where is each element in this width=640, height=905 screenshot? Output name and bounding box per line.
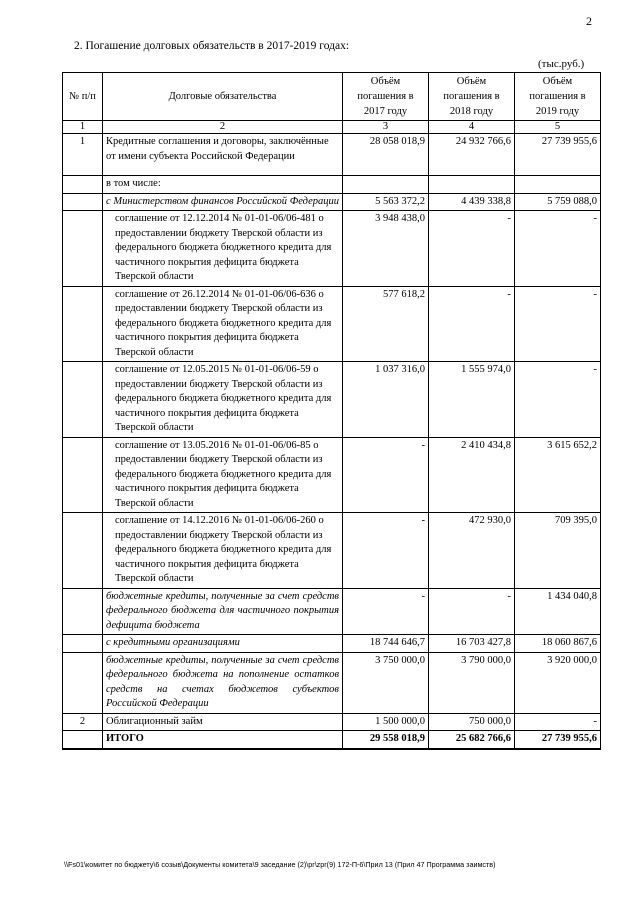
value-2018: 25 682 766,6: [429, 731, 515, 749]
value-2018: -: [429, 286, 515, 362]
value-2019: -: [515, 211, 601, 287]
col-number: 3: [343, 121, 429, 134]
row-name: Облигационный займ: [103, 713, 343, 731]
debt-repayment-table: [62, 72, 601, 750]
col-number: 5: [515, 121, 601, 134]
header-2019: Объём погашения в 2019 году: [515, 73, 601, 121]
row-no: [63, 588, 103, 635]
value-2018: -: [429, 211, 515, 287]
row-no: [63, 635, 103, 653]
table-row: [63, 362, 601, 438]
table-row: [63, 588, 601, 635]
table-row: [63, 193, 601, 211]
value-2017: 28 058 018,9: [343, 134, 429, 176]
header-name: Долговые обязательства: [103, 73, 343, 121]
header-no: № п/п: [63, 73, 103, 121]
value-2017: 18 744 646,7: [343, 635, 429, 653]
value-2018: 24 932 766,6: [429, 134, 515, 176]
table-row: [63, 635, 601, 653]
row-name: соглашение от 26.12.2014 № 01-01-06/06-636 о предоставлении бюджету Тверской области из федерального бюджета бюджетного кредита для частичного покрытия дефицита бюджета Тверской области: [103, 286, 343, 362]
units-label: (тыс.руб.): [538, 58, 585, 70]
row-name: с кредитными организациями: [103, 635, 343, 653]
value-2018: 16 703 427,8: [429, 635, 515, 653]
value-2019: 3 615 652,2: [515, 437, 601, 513]
value-2019: [515, 176, 601, 194]
table-row: [63, 176, 601, 194]
table-row: [63, 437, 601, 513]
row-name: бюджетные кредиты, полученные за счет средств федерального бюджета для частичного покрытия дефицита бюджета: [103, 588, 343, 635]
value-2018: 472 930,0: [429, 513, 515, 589]
value-2017: 577 618,2: [343, 286, 429, 362]
value-2017: -: [343, 513, 429, 589]
header-2018: Объём погашения в 2018 году: [429, 73, 515, 121]
value-2019: 709 395,0: [515, 513, 601, 589]
value-2018: 1 555 974,0: [429, 362, 515, 438]
value-2017: 3 750 000,0: [343, 652, 429, 713]
col-number: 4: [429, 121, 515, 134]
value-2019: -: [515, 713, 601, 731]
value-2019: -: [515, 362, 601, 438]
value-2019: 1 434 040,8: [515, 588, 601, 635]
col-number: 2: [103, 121, 343, 134]
header-2017: Объём погашения в 2017 году: [343, 73, 429, 121]
col-number: 1: [63, 121, 103, 134]
value-2019: 27 739 955,6: [515, 731, 601, 749]
row-name: в том числе:: [103, 176, 343, 194]
value-2017: 29 558 018,9: [343, 731, 429, 749]
value-2018: 750 000,0: [429, 713, 515, 731]
table-header-row: [63, 73, 601, 121]
column-number-row: [63, 121, 601, 134]
row-name: ИТОГО: [103, 731, 343, 749]
row-name: соглашение от 12.05.2015 № 01-01-06/06-59 о предоставлении бюджету Тверской области из федерального бюджета бюджетного кредита для частичного покрытия дефицита бюджета Тверской области: [103, 362, 343, 438]
page-number: 2: [586, 14, 592, 28]
value-2019: 27 739 955,6: [515, 134, 601, 176]
row-no: [63, 211, 103, 287]
row-no: [63, 731, 103, 749]
value-2019: 5 759 088,0: [515, 193, 601, 211]
table-row: [63, 211, 601, 287]
row-no: [63, 193, 103, 211]
row-name: с Министерством финансов Российской Федерации: [103, 193, 343, 211]
total-row: [63, 731, 601, 749]
value-2017: 5 563 372,2: [343, 193, 429, 211]
row-no: [63, 437, 103, 513]
value-2019: 18 060 867,6: [515, 635, 601, 653]
table-row: [63, 652, 601, 713]
row-no: [63, 176, 103, 194]
row-name: соглашение от 14.12.2016 № 01-01-06/06-260 о предоставлении бюджету Тверской области из федерального бюджета бюджетного кредита для частичного покрытия дефицита бюджета Тверской области: [103, 513, 343, 589]
table-row: [63, 286, 601, 362]
table-row: [63, 513, 601, 589]
section-title: 2. Погашение долговых обязательств в 2017-2019 годах:: [74, 40, 350, 52]
value-2017: -: [343, 588, 429, 635]
row-no: [63, 286, 103, 362]
row-no: [63, 513, 103, 589]
row-no: [63, 652, 103, 713]
table-row: [63, 713, 601, 731]
row-no: [63, 362, 103, 438]
footer-file-path: \\Fs01\комитет по бюджету\6 созыв\Документы комитета\9 заседание (2)\pr\zpr(9) 172-П-6\Прил 13 (Прил 47 Программа заимств): [64, 860, 496, 869]
row-no: 2: [63, 713, 103, 731]
row-name: Кредитные соглашения и договоры, заключённые от имени субъекта Российской Федерации: [103, 134, 343, 176]
value-2017: -: [343, 437, 429, 513]
value-2018: -: [429, 588, 515, 635]
value-2017: [343, 176, 429, 194]
value-2019: -: [515, 286, 601, 362]
row-name: бюджетные кредиты, полученные за счет средств федерального бюджета на пополнение остатков средств на счетах бюджетов субъектов Российской Федерации: [103, 652, 343, 713]
value-2018: 3 790 000,0: [429, 652, 515, 713]
row-no: 1: [63, 134, 103, 176]
value-2018: 4 439 338,8: [429, 193, 515, 211]
table-row: [63, 134, 601, 176]
value-2019: 3 920 000,0: [515, 652, 601, 713]
row-name: соглашение от 12.12.2014 № 01-01-06/06-481 о предоставлении бюджету Тверской области из федерального бюджета бюджетного кредита для частичного покрытия дефицита бюджета Тверской области: [103, 211, 343, 287]
value-2017: 1 500 000,0: [343, 713, 429, 731]
value-2018: 2 410 434,8: [429, 437, 515, 513]
row-name: соглашение от 13.05.2016 № 01-01-06/06-85 о предоставлении бюджету Тверской области из федерального бюджета бюджетного кредита для частичного покрытия дефицита бюджета Тверской области: [103, 437, 343, 513]
value-2018: [429, 176, 515, 194]
value-2017: 1 037 316,0: [343, 362, 429, 438]
value-2017: 3 948 438,0: [343, 211, 429, 287]
